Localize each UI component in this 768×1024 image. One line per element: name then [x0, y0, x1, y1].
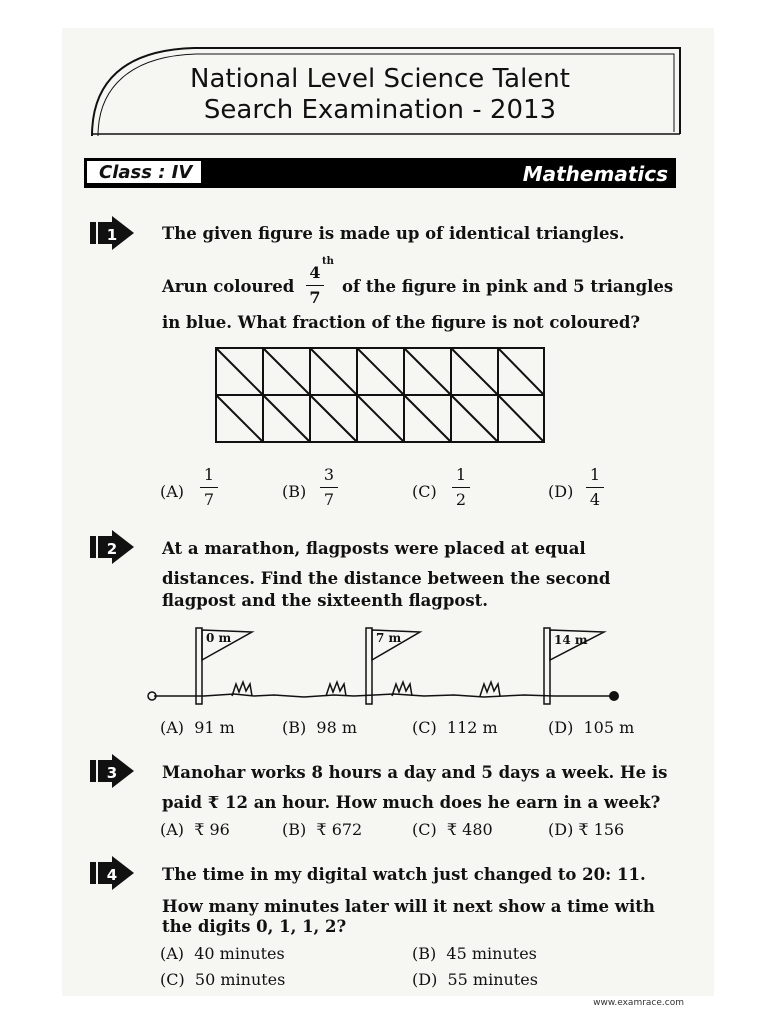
option-value: 98 m [316, 718, 358, 737]
denominator: 7 [323, 490, 335, 509]
q2-line-3: flagpost and the sixteenth flagpost. [162, 591, 489, 610]
q1-option-b-fraction[interactable] [320, 464, 338, 511]
flag-label-0: 0 m [206, 631, 232, 645]
option-value: ₹ 156 [578, 820, 625, 839]
q3-line-2: paid ₹ 12 an hour. How much does he earn in a week? [162, 793, 661, 812]
option-value: 40 minutes [194, 944, 285, 963]
q1-fraction [306, 262, 324, 309]
q1-option-a-label[interactable]: (A) [160, 482, 185, 501]
q1-fraction-numerator: 4 [309, 263, 321, 282]
option-label: (D) [548, 820, 574, 839]
option-value: ₹ 672 [316, 820, 363, 839]
q4-line-2: How many minutes later will it next show a time with [162, 897, 655, 916]
q3-option-d[interactable] [548, 820, 624, 839]
q1-option-b-label[interactable]: (B) [282, 482, 307, 501]
option-value: ₹ 96 [194, 820, 230, 839]
q1-line-2-post: of the figure in pink and 5 triangles [342, 277, 674, 296]
question-number: 4 [106, 866, 118, 884]
option-value: 50 minutes [194, 970, 286, 989]
q1-option-d-label[interactable]: (D) [548, 482, 574, 501]
q1-line-2-pre: Arun coloured [162, 277, 295, 296]
option-value: 55 minutes [447, 970, 538, 989]
q2-line-1: At a marathon, flagposts were placed at equal [162, 539, 586, 558]
question-number-marker [90, 530, 134, 564]
exam-title [150, 64, 610, 126]
denominator: 7 [203, 490, 215, 509]
numerator: 1 [589, 465, 601, 484]
option-value: 112 m [446, 718, 498, 737]
q1-line-1: The given figure is made up of identical triangles. [162, 224, 625, 243]
q4-option-c[interactable] [160, 970, 285, 989]
q1-fraction-superscript: th [322, 256, 334, 267]
question-number-marker [90, 754, 134, 788]
option-label: (A) [160, 944, 185, 963]
question-number: 1 [106, 226, 118, 244]
option-value: 91 m [194, 718, 235, 737]
q4-line-3: the digits 0, 1, 1, 2? [162, 917, 347, 936]
triangle-grid-figure [214, 346, 546, 444]
option-label: (C) [412, 820, 437, 839]
q3-option-c[interactable] [412, 820, 493, 839]
q4-line-1: The time in my digital watch just changed to 20: 11. [162, 865, 646, 884]
q2-option-b[interactable] [282, 718, 357, 737]
flagpost-figure [144, 620, 624, 710]
question-number: 2 [106, 540, 118, 558]
numerator: 3 [323, 465, 335, 484]
q1-option-d-fraction[interactable] [586, 464, 604, 511]
q1-option-a-fraction[interactable] [200, 464, 218, 511]
footer-watermark: www.examrace.com [593, 998, 684, 1008]
denominator: 2 [455, 490, 467, 509]
q3-option-a[interactable] [160, 820, 230, 839]
q1-fraction-denominator: 7 [309, 288, 321, 307]
option-label: (B) [412, 944, 437, 963]
q2-line-2: distances. Find the distance between the second [162, 569, 611, 588]
denominator: 4 [589, 490, 601, 509]
option-value: 105 m [583, 718, 635, 737]
option-label: (A) [160, 820, 185, 839]
q1-line-3: in blue. What fraction of the figure is not coloured? [162, 313, 641, 332]
q4-option-a[interactable] [160, 944, 285, 963]
q4-option-d[interactable] [412, 970, 538, 989]
numerator: 1 [455, 465, 467, 484]
q3-line-1: Manohar works 8 hours a day and 5 days a week. He is [162, 763, 668, 782]
title-line-2: Search Examination - 2013 [203, 95, 557, 125]
class-label: Class : IV [86, 160, 202, 184]
q2-option-c[interactable] [412, 718, 498, 737]
q2-option-a[interactable] [160, 718, 235, 737]
question-number-marker [90, 216, 134, 250]
numerator: 1 [203, 465, 215, 484]
q3-option-b[interactable] [282, 820, 362, 839]
option-label: (D) [548, 718, 574, 737]
title-line-1: National Level Science Talent [190, 64, 570, 94]
option-label: (D) [412, 970, 438, 989]
option-label: (B) [282, 718, 307, 737]
option-label: (C) [412, 718, 437, 737]
question-number-marker [90, 856, 134, 890]
option-value: ₹ 480 [446, 820, 493, 839]
q1-option-c-label[interactable]: (C) [412, 482, 437, 501]
q2-option-d[interactable] [548, 718, 634, 737]
q4-option-b[interactable] [412, 944, 537, 963]
q1-option-c-fraction[interactable] [452, 464, 470, 511]
flag-label-1: 7 m [376, 631, 402, 645]
option-value: 45 minutes [446, 944, 537, 963]
flag-label-2: 14 m [554, 633, 588, 647]
option-label: (C) [160, 970, 185, 989]
option-label: (A) [160, 718, 185, 737]
option-label: (B) [282, 820, 307, 839]
subject-label: Mathematics [522, 162, 668, 186]
question-number: 3 [106, 764, 118, 782]
